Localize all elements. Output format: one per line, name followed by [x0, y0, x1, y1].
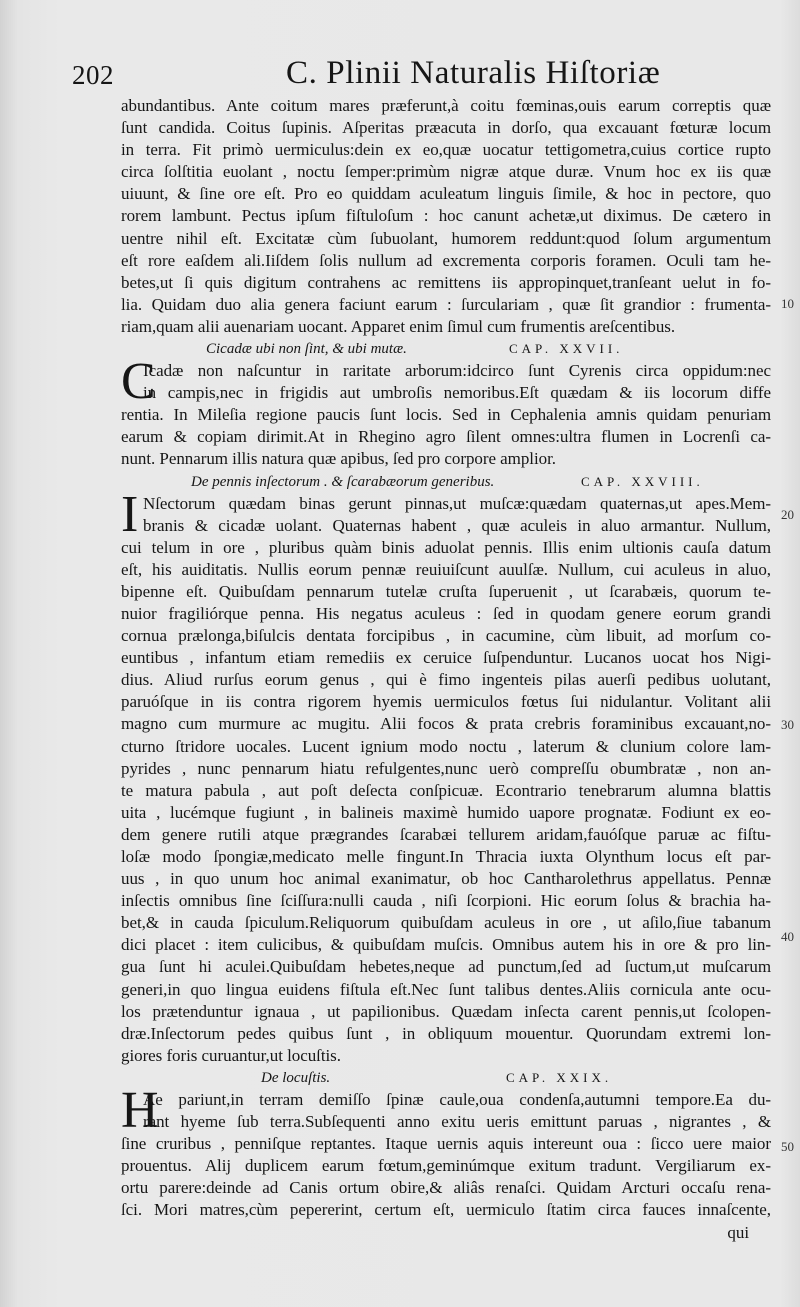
- text-line: giores foris curuantur,ut locuſtis.: [121, 1045, 341, 1065]
- intro-paragraph: [121, 95, 771, 338]
- chapter-number: CAP. XXIX.: [506, 1069, 613, 1085]
- text-line: uentre nihil eſt. Excitatæ cùm ſubuolant, humorem reddunt:quod ſolum argumentum: [121, 228, 771, 248]
- text-line: ſine cruribus , penniſque reptantes. Itaque uernis aquis intereunt oua : ſicco uere maior: [121, 1134, 771, 1154]
- text-line: paruóſque in iis contra rigorem hyemis uermiculos fœtus ſui nidulantur. Volitant alii: [121, 692, 771, 712]
- catchword: qui: [727, 1222, 749, 1242]
- chapter-text: [121, 485, 771, 1067]
- running-title: C. Plinii Naturalis Hiſtoriæ: [286, 55, 661, 91]
- text-line: uiuunt, & ſine ore eſt. Pro eo quiddam aculeatum linguis ſimile, & hoc in pectore, quo: [121, 184, 771, 204]
- text-line: eſt rore eaſdem ali.Iiſdem ſolis nullum ad excrementa corporis foramen. Oculi tam he-: [121, 250, 771, 270]
- text-line: uita , lucémque fugiunt , in balineis maximè humido uapore prognatæ. Fodiunt ex eo-: [121, 802, 771, 822]
- margin-line-number: 50: [781, 1139, 794, 1154]
- chapter-text: [121, 353, 771, 470]
- text-line: Nſectorum quædam binas gerunt pinnas,ut muſcæ:quædam quaternas,ut apes.Mem-: [143, 493, 771, 513]
- text-line: prouentus. Alij duplicem earum fœtum,geminúmque exitum tradunt. Vergiliarum ex-: [121, 1156, 771, 1176]
- margin-line-number: 30: [781, 717, 794, 732]
- text-line: earum & copiam dirimit.At in Rhegino agro ſilent omnes:ultra flumen in Locrenſi ca-: [121, 427, 771, 447]
- drop-cap: I: [121, 485, 139, 543]
- page-number: 202: [72, 60, 114, 90]
- text-line: Ae pariunt,in terram demiſſo ſpinæ caule,oua condenſa,autumni tempore.Ea du-: [143, 1089, 771, 1109]
- drop-cap: H: [121, 1081, 159, 1139]
- chapter-heading: [121, 1067, 771, 1089]
- text-line: circa ſolſtitia euolant , noctu ſemper:primùm nigræ atque duræ. Vnum hoc ex iis quæ: [121, 162, 771, 182]
- text-line: ortu parere:deinde ad Canis ortum obire,& aliâs renaſci. Quidam Arcturi occaſu rena-: [121, 1178, 771, 1198]
- text-line: bipenne eſt. Quibuſdam pennarum tutelæ cruſta ſuperuenit , ut ſcarabæis, quorum te-: [121, 581, 771, 601]
- text-line: betes,ut ſi quis digitum contrahens ac remittens iis appropinquet,tranſeant uelut in fo-: [121, 272, 771, 292]
- chapter-title: De locuſtis.: [261, 1069, 331, 1086]
- text-line: abundantibus. Ante coitum mares præferunt,à coitu fœminas,ouis earum correptis quæ: [121, 96, 771, 115]
- text-line: magno cum murmure ac mugitu. Alii focos & prata crebris foraminibus excauant,no-: [121, 714, 771, 734]
- margin-line-number: 20: [781, 507, 794, 522]
- text-line: rorem lambunt. Pectus ipſum fiſtuloſum : hoc canunt achetæ,ut diximus. De cætero in: [121, 206, 771, 226]
- chapter-title: De pennis inſectorum . & ſcarabæorum generibus.: [191, 473, 495, 490]
- text-line: cturno ſtridore uocales. Lucent ignium modo noctu , laterum & clunium colore lam-: [121, 736, 771, 756]
- text-line: los prætenduntur ignaua , ut papilionibus. Quædam inſecta carent pennis,ut ſcolopen-: [121, 1001, 771, 1021]
- text-line: lia. Quidam duo alia genera faciunt earum : ſurculariam , quæ ſit grandior : frumenta-: [121, 294, 771, 314]
- bleed-through-text: [0, 300, 70, 314]
- text-line: Icadæ non naſcuntur in raritate arborum:idcirco ſunt Cyrenis circa oppidum:nec: [143, 361, 771, 381]
- chapter-heading: [121, 471, 771, 493]
- text-line: rentia. In Mileſia regione paucis ſunt locis. Sed in Cephalenia amnis quidam penuriam: [121, 405, 771, 425]
- text-line: riam,quam alii auenariam uocant. Apparet enim ſimul cum frumentis areſcentibus.: [121, 316, 676, 336]
- text-line: branis & cicadæ uolant. Quaternas habent , quæ aculeis in aluo armantur. Nullum,: [143, 515, 771, 535]
- chapter-heading: [121, 338, 771, 360]
- chapter-number: CAP. XXVIII.: [581, 473, 704, 489]
- drop-cap: C: [121, 353, 156, 411]
- text-line: rant hyeme ſub terra.Subſequenti anno exitu ueris emittunt paruas , nigrantes , &: [143, 1112, 771, 1132]
- chapter-text: [121, 1081, 771, 1244]
- chapter-title: Cicadæ ubi non ſint, & ubi mutæ.: [206, 341, 407, 358]
- text-line: nunt. Pennarum illis natura quæ apibus, ſed pro corpore amplior.: [121, 449, 556, 469]
- text-line: ſunt candida. Coitus ſupinis. Aſperitas præacuta in dorſo, qua excauant fœturæ locum: [121, 118, 771, 138]
- text-line: te matura pabula , aut poſt deſecta conſpicuæ. Econtrario tenebrarum alumna blattis: [121, 780, 771, 800]
- text-line: cui telum in ore , pluribus quàm binis aduolat pennis. Illis enim ultionis cauſa datum: [121, 537, 771, 557]
- text-line: dræ.Inſectorum pedes quibus ſunt , in obliquum mouentur. Quorundam extremi lon-: [121, 1023, 771, 1043]
- text-line: euntibus , infantum etiam remediis ex ceruice ſuſpenduntur. Lucanos uocat hos Nigi-: [121, 648, 771, 668]
- text-line: in campis,nec in frigidis aut umbroſis nemoribus.Eſt quædam & iis locorum diffe: [143, 383, 771, 403]
- text-line: dici placet : item culicibus, & quibuſdam muſcis. Omnibus autem his in ore & pro lin-: [121, 935, 771, 955]
- text-line: ſci. Mori matres,cùm pepererint, certum eſt, uermiculo ſtatim circa fauces innaſcente,: [121, 1200, 771, 1220]
- text-line: generi,in quo lingua euidens fiſtula eſt.Nec ſunt talibus dentes.Aliis cornicula ante ocu-: [121, 979, 771, 999]
- text-body: [121, 95, 771, 1244]
- text-line: pyrides , nunc pennarum hiatu refulgentes,nunc uerò compreſſu obumbratæ , non an-: [121, 758, 771, 778]
- text-line: loſæ modo ſpongiæ,medicato melle fingunt.In Thracia iuxta Olynthum locus eſt par-: [121, 847, 771, 866]
- margin-line-number: 40: [781, 929, 794, 944]
- text-line: bet,& in cauda ſpiculum.Reliquorum quibuſdam aculeus in ore , ut aſilo,ſiue tabanum: [121, 913, 771, 933]
- text-line: in terra. Fit primò uermiculus:dein ex eo,quæ uocatur tettigometra,cuius cortice rupto: [121, 140, 771, 160]
- margin-line-number: 10: [781, 296, 794, 311]
- text-line: dem genere rutili atque prægrandes ſcarabæi tellurem aridam,fauóſque paruæ ac fiſtu-: [121, 824, 771, 844]
- text-line: uus , in quo unum hoc animal exanimatur, ob hoc Cantharolethrus appellatus. Pennæ: [121, 869, 771, 889]
- chapter-number: CAP. XXVII.: [509, 341, 624, 357]
- text-line: cornua prælonga,biſulcis dentata forcipibus , in cacumine, cùm libuit, ad morſum co-: [121, 626, 771, 646]
- text-line: gua ſunt hi aculei.Quibuſdam hebetes,neque ad punctum,ſed ad ſuctum,ut muſcarum: [121, 957, 771, 977]
- text-line: nuior fragiliórque penna. His negatus aculeus : ſed in quodam genere eorum grandi: [121, 603, 771, 623]
- text-line: dius. Aliud rurſus eorum genus , qui è fimo ingenteis pilas auerſi pedibus uolutant,: [121, 670, 771, 690]
- text-line: inſectis omnibus ſine ſciſſura:nulli cauda , niſi ſcorpioni. Hic eorum ſolus & brachia ha-: [121, 891, 771, 911]
- text-line: eſt, his auiditatis. Nullis eorum pennæ reuiuiſcunt auulſæ. Nullum, cui aculeus in aluo,: [121, 559, 771, 579]
